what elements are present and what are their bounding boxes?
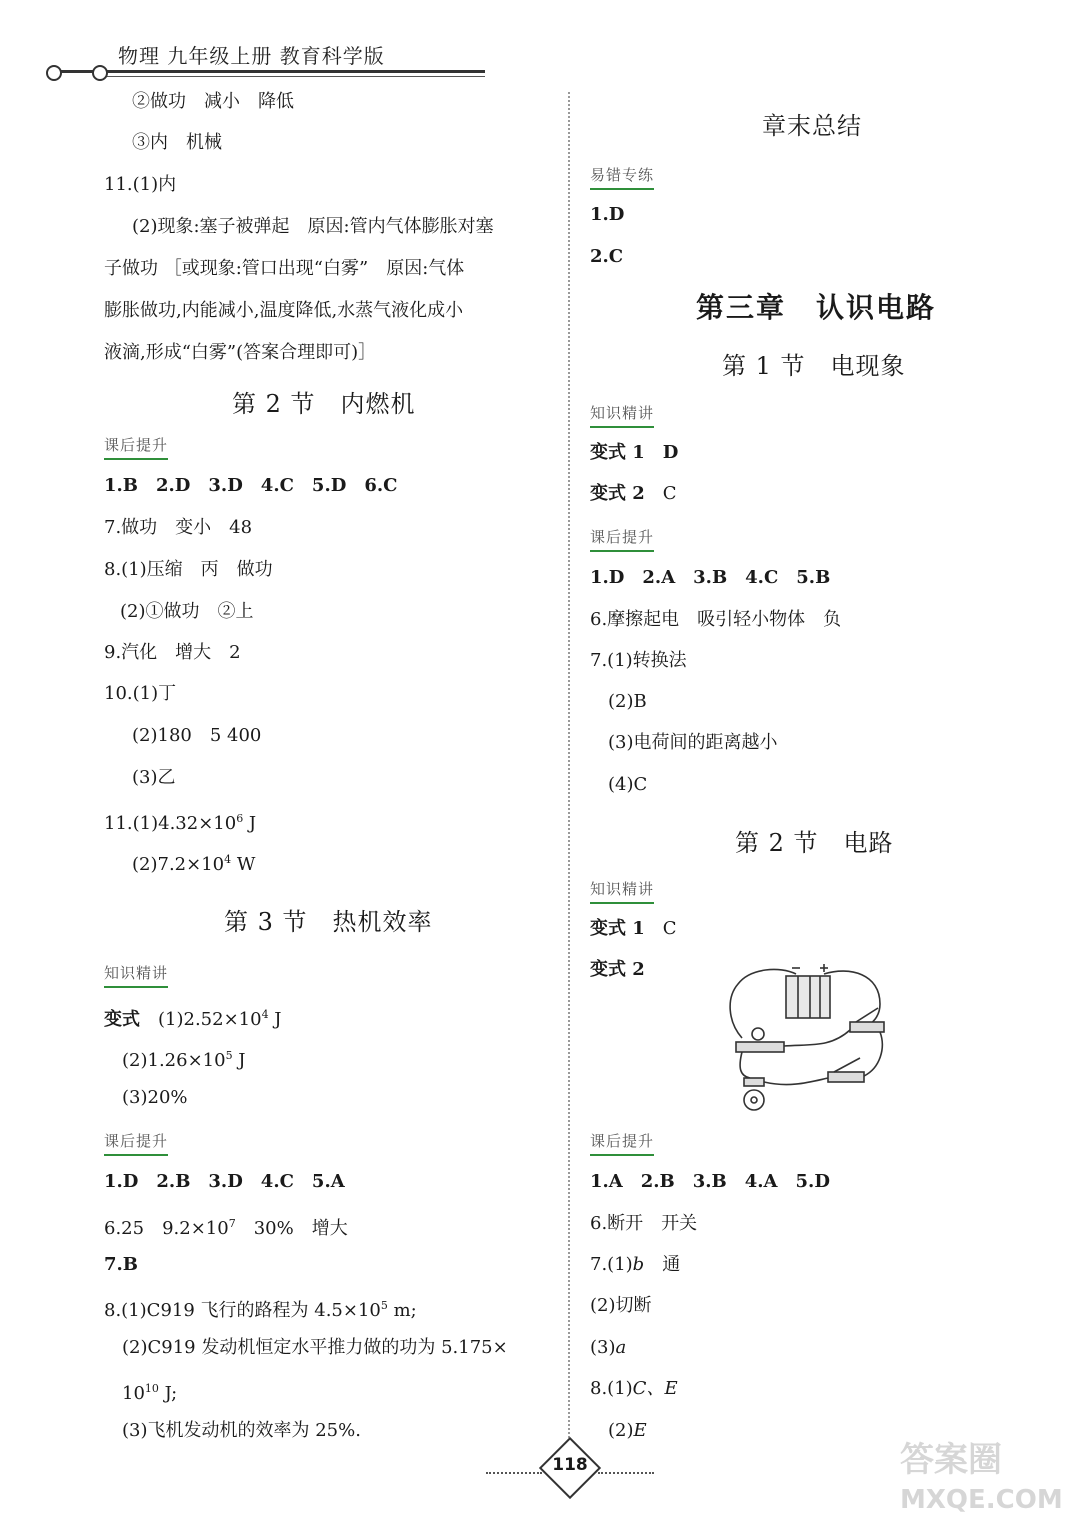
header-rule: [60, 70, 485, 73]
answer-line: (2)①做功 ②上: [120, 601, 254, 622]
answer-line: 8.(1)压缩 丙 做功: [104, 559, 273, 580]
answer-line: 变式 1 C: [590, 918, 677, 939]
answer-line: 1.D 2.A 3.B 4.C 5.B: [590, 567, 831, 588]
answer-line: 9.汽化 增大 2: [104, 642, 241, 663]
answer-line: ③内 机械: [132, 132, 222, 153]
answer-line: 7.(1)转换法: [590, 650, 687, 671]
answer-line: 液滴,形成“白雾”(答案合理即可)］: [104, 342, 377, 363]
answer-line: (2)切断: [590, 1295, 652, 1316]
watermark: 答案圈 MXQE.COM: [900, 1440, 1063, 1515]
answer-line: (2)现象:塞子被弹起 原因:管内气体膨胀对塞: [132, 216, 494, 237]
answer-line: 6.摩擦起电 吸引轻小物体 负: [590, 609, 842, 630]
answer-line: (3)电荷间的距离越小: [608, 732, 778, 753]
chapter-title: 第三章 认识电路: [696, 291, 937, 324]
answer-line: 8.(1)C、E: [590, 1378, 678, 1399]
section-tag: 课后提升: [104, 434, 168, 460]
section-tag: 课后提升: [590, 1130, 654, 1156]
header-rule-thin: [104, 76, 485, 77]
section-tag: 课后提升: [104, 1130, 168, 1156]
answer-line: 1.B 2.D 3.D 4.C 5.D 6.C: [104, 475, 398, 496]
chapter-summary-title: 章末总结: [762, 112, 862, 140]
header-title: 物理 九年级上册 教育科学版: [118, 44, 385, 68]
header-dot: [46, 65, 62, 81]
section-tag: 知识精讲: [590, 402, 654, 428]
answer-line: (3)20%: [122, 1087, 188, 1108]
answer-line: 1.D: [590, 204, 625, 225]
page-number: 118: [552, 1455, 588, 1475]
section-tag: 易错专练: [590, 164, 654, 190]
answer-line: 子做功 ［或现象:管口出现“白雾” 原因:气体: [104, 258, 465, 279]
answer-line: (3)a: [590, 1337, 627, 1358]
answer-line: (2)B: [608, 691, 647, 712]
page-number-dots: [486, 1472, 542, 1474]
answer-line: 7.做功 变小 48: [104, 517, 253, 538]
answer-line: 7.B: [104, 1254, 139, 1275]
answer-line: $10^{10}$ J;: [122, 1382, 178, 1404]
answer-line: 膨胀做功,内能减小,温度降低,水蒸气液化成小: [104, 300, 464, 321]
answer-line: 2.C: [590, 246, 624, 267]
answer-line: $11.(1)4.32\times 10^6$ J: [104, 812, 257, 834]
answer-line: 变式 $(1)2.52\times 10^4$ J: [104, 1008, 282, 1030]
section-tag: 知识精讲: [104, 962, 168, 988]
section-tag: 知识精讲: [590, 878, 654, 904]
answer-line: 11.(1)内: [104, 174, 177, 195]
answer-line: 变式 1 D: [590, 442, 679, 463]
answer-line: (2)C919 发动机恒定水平推力做的功为 5.175×: [122, 1337, 508, 1358]
header-dot: [92, 65, 108, 81]
answer-line: $(2)7.2\times 10^4$ W: [132, 853, 256, 875]
answer-line: 7.(1)b 通: [590, 1254, 681, 1275]
answer-line: (2)180 5 400: [132, 725, 262, 746]
answer-line: (2)E: [608, 1420, 647, 1441]
section-title: 第 1 节 电现象: [722, 352, 906, 380]
circuit-diagram: [720, 958, 895, 1118]
answer-line: 6.25 $9.2\times 10^7$ 30% 增大: [104, 1217, 348, 1239]
answer-line: (3)飞机发动机的效率为 25%.: [122, 1420, 361, 1441]
answer-line: 6.断开 开关: [590, 1213, 698, 1234]
answer-line: 变式 2 C: [590, 483, 677, 504]
section-tag: 课后提升: [590, 526, 654, 552]
section-title: 第 3 节 热机效率: [224, 908, 433, 936]
answer-line: 1.D 2.B 3.D 4.C 5.A: [104, 1171, 345, 1192]
answer-line: 8.(1)C919 飞行的路程为 $4.5\times 10^5$ m;: [104, 1299, 417, 1321]
column-divider: [568, 92, 570, 1462]
answer-line: 变式 2: [590, 959, 645, 980]
answer-line: 1.A 2.B 3.B 4.A 5.D: [590, 1171, 830, 1192]
section-title: 第 2 节 内燃机: [232, 390, 416, 418]
answer-line: 10.(1)丁: [104, 683, 177, 704]
answer-line: (3)乙: [132, 767, 176, 788]
section-title: 第 2 节 电路: [735, 829, 894, 857]
answer-line: ②做功 减小 降低: [132, 91, 294, 112]
answer-line: $(2)1.26\times 10^5$ J: [122, 1049, 246, 1071]
answer-line: (4)C: [608, 774, 648, 795]
page-number-dots: [598, 1472, 654, 1474]
